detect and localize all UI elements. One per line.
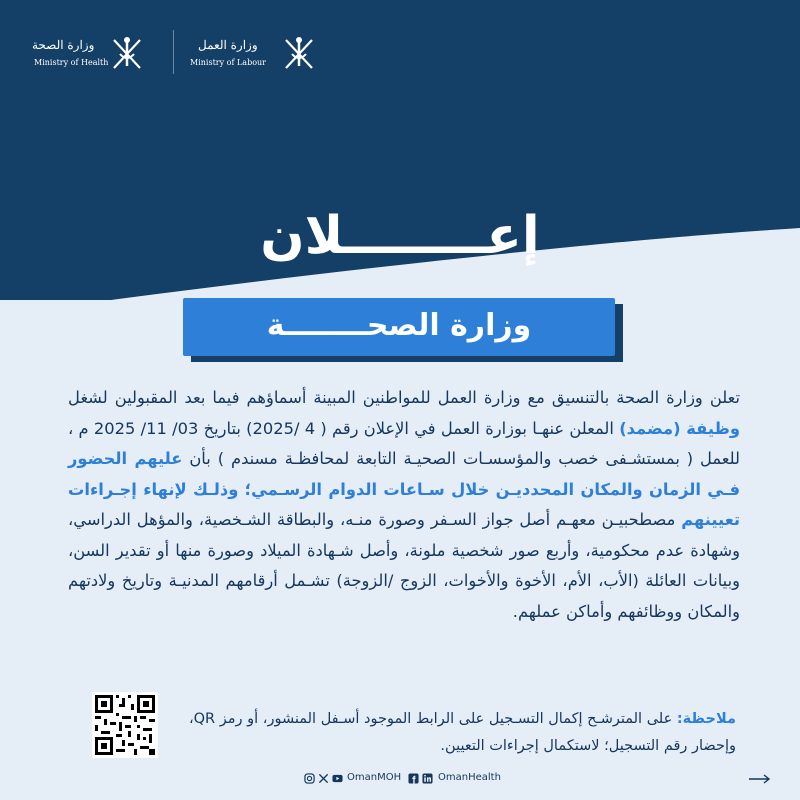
- oman-emblem-icon: [106, 32, 148, 74]
- x-icon[interactable]: [318, 773, 329, 784]
- required-documents: مصطحبيـن معهـم أصل جواز السـفر وصورة منـه، والبطاقة الشـخصية، والمؤهل الدراسي، وشهادة عدم محكومية، وأربع صور شخصية ملونة، وأصل شـهادة الميلاد وصورة منها أو تقدير السن، وبيانات العائلة (الأب، الأم، الأخوة والأخوات، الزوج /الزوجة) تشـمل أرقامهم المدنيـة وتاريخ ولادتهم والمكان ووظائفهم وأماكن عملهم.: [68, 510, 740, 621]
- ministry-of-labour-arabic: وزارة العمل: [198, 38, 258, 52]
- health-handle[interactable]: OmanHealth: [438, 772, 501, 783]
- facebook-icon[interactable]: [408, 773, 419, 784]
- linkedin-icon[interactable]: [422, 773, 433, 784]
- note-text: على المترشـح إكمال التسـجيل على الرابط الموجود أسـفل المنشور، أو رمز QR، وإحضار رقم التسجيل؛ لاستكمال إجراءات التعيين.: [188, 711, 736, 754]
- oman-emblem-icon: [278, 32, 320, 74]
- note-label: ملاحظة:: [676, 711, 736, 727]
- arrow-right-icon[interactable]: [748, 773, 772, 785]
- ministry-of-labour-logo: [190, 30, 330, 78]
- ministry-of-health-english: Ministry of Health: [34, 58, 109, 67]
- ministry-of-health-logo: [32, 30, 172, 78]
- ministry-of-labour-english: Ministry of Labour: [190, 58, 266, 67]
- attendance-instruction: عليهم الحضور فـي الزمان والمكان المحدديـن خلال سـاعات الدوام الرسـمي؛ وذلـك لإنهاء إجـراءات تعيينهم: [68, 449, 740, 529]
- instagram-icon[interactable]: [304, 773, 315, 784]
- moh-handle[interactable]: OmanMOH: [347, 772, 402, 783]
- registration-note: [188, 706, 736, 760]
- logo-divider: [173, 30, 174, 74]
- body-intro: تعلن وزارة الصحة بالتنسيق مع وزارة العمل للمواطنين المبينة أسماؤهم فيما بعد المقبولين لشغل: [68, 388, 740, 407]
- ministry-subtitle: وزارة الصحــــــــة: [266, 308, 532, 343]
- job-title: وظيفة (مضمد): [619, 418, 740, 438]
- ministry-logos: [0, 30, 800, 80]
- announcement-title: إعــــــــلان: [260, 206, 540, 266]
- registration-qr-code[interactable]: [92, 692, 158, 758]
- announcement-body: [68, 383, 740, 627]
- body-details: المعلن عنهـا بوزارة العمل في الإعلان رقم ( 4 /2025) بتاريخ 03/ 11/ 2025 م ، للعمل ( بمستشـفى خصب والمؤسسـات الصحيـة التابعة لمحافظـة مسندم ) بأن: [68, 418, 740, 468]
- youtube-icon[interactable]: [332, 773, 343, 784]
- ministry-of-health-arabic: وزارة الصحة: [32, 38, 95, 52]
